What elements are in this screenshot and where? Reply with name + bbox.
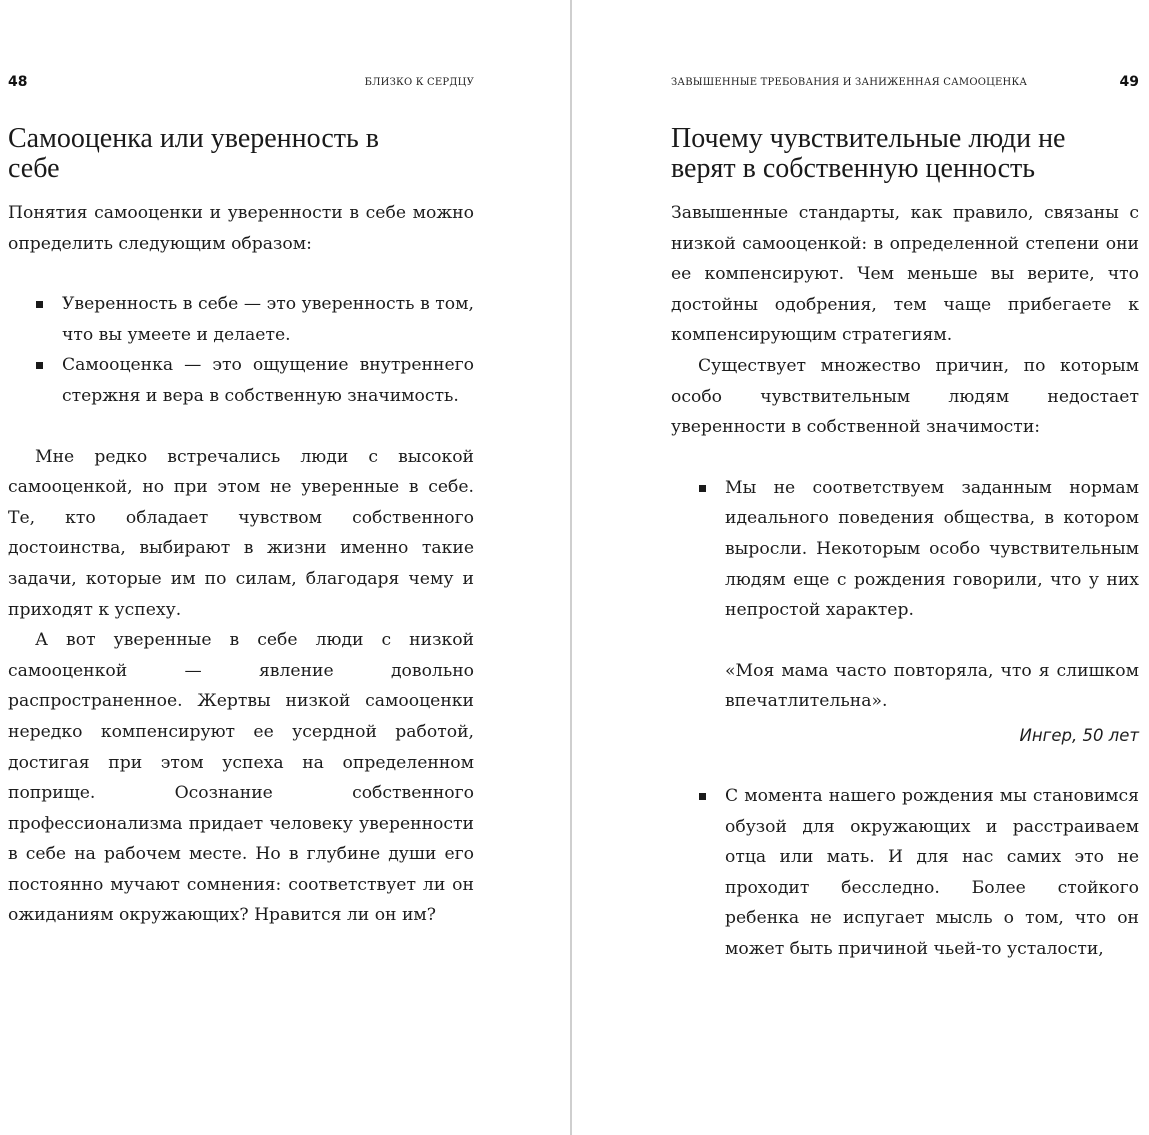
reasons-list-continued [671, 781, 1139, 965]
bullet-icon [699, 485, 706, 492]
list-item: Самооценка — это ощущение внутреннего стержня и вера в собственную значимость. [8, 350, 474, 411]
right-running-head [671, 74, 1139, 92]
quote-attribution: Ингер, 50 лет [1019, 725, 1139, 745]
section-heading-left: Самооценка или уверенность в себе [8, 123, 379, 184]
list-item: С момента нашего рождения мы становимся обузой для окружающих и расстраиваем отца или мать. И для нас самих это не проходит бесследно. Более стойкого ребенка не испугает мысль о том, что он может быть причиной чьей-то усталости, [671, 781, 1139, 965]
right-page [671, 0, 1139, 1135]
bullet-icon [36, 301, 43, 308]
bullet-icon [36, 362, 43, 369]
running-head-title-right: ЗАВЫШЕННЫЕ ТРЕБОВАНИЯ И ЗАНИЖЕННАЯ САМООЦЕНКА [671, 77, 1028, 88]
page-number-left: 48 [8, 74, 28, 90]
bullet-icon [699, 793, 706, 800]
body-paragraph-1: Мне редко встречались люди с высокой самооценкой, но при этом не уверенные в себе. Те, кто обладает чувством собственного достоинства, выбирают в жизни именно такие задачи, которые им по силам, благодаря чему и приходят к успеху. [8, 446, 474, 620]
body-paragraph-2: А вот уверенные в себе люди с низкой самооценкой — явление довольно распространенное. Жертвы низкой самооценки нередко компенсируют ее усердной работой, достигая при этом успеха на определенном поприще. Осознание собственного профессионализма придает человеку уверенности в себе на рабочем месте. Но в глубине души его постоянно мучают сомнения: соответствует ли он ожиданиям окружающих? Нравится ли он им? [8, 630, 474, 926]
body-paragraph-1: Завышенные стандарты, как правило, связаны с низкой самооценкой: в определенной степени они ее компенсируют. Чем меньше вы верите, что достойны одобрения, тем чаще прибегаете к компенсирующим стратегиям. [671, 203, 1139, 346]
body-paragraph-2: Существует множество причин, по которым особо чувствительным людям недостает уверенности в собственной значимости: [671, 355, 1139, 438]
reasons-list [671, 473, 1139, 626]
intro-paragraph: Понятия самооценки и уверенности в себе можно определить следующим образом: [8, 203, 474, 254]
list-item: Уверенность в себе — это уверенность в том, что вы умеете и делаете. [8, 289, 474, 350]
left-page [8, 0, 474, 1135]
page-number-right: 49 [1119, 74, 1139, 90]
left-page-content [8, 124, 474, 931]
list-item: Мы не соответствуем заданным нормам идеального поведения общества, в котором выросли. Некоторым особо чувствительным людям еще с рождения говорили, что у них непростой характер. [671, 473, 1139, 626]
quote-text: «Моя мама часто повторяла, что я слишком впечатлительна». [725, 660, 1139, 712]
section-heading-right: Почему чувствительные люди не верят в собственную ценность [671, 123, 1066, 184]
definition-list [8, 289, 474, 411]
left-running-head [8, 74, 474, 92]
right-page-content [671, 124, 1139, 964]
book-gutter [570, 0, 572, 1135]
running-head-title-left: БЛИЗКО К СЕРДЦУ [364, 77, 474, 88]
